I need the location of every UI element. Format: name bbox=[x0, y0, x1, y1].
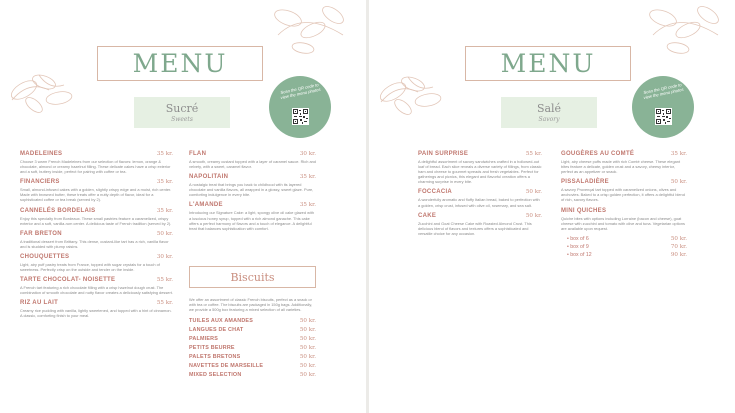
biscuit-price: 50 kr. bbox=[299, 345, 316, 352]
biscuit-name: NAVETTES DE MARSEILLE bbox=[189, 363, 264, 370]
item-price: 30 kr. bbox=[299, 151, 316, 157]
menu-item bbox=[561, 151, 687, 174]
item-price: 55 kr. bbox=[156, 300, 173, 307]
section-header-savory bbox=[501, 97, 597, 128]
item-description: Introducing our Signature Cake: a light, spongy olive oil cake glazed with a luscious honey syrup, topped with a rich almond ganache. This cake offers a perfect harmony of flavors and a touch of elegance. A delightful treat that balances sophistication with comfort. bbox=[189, 210, 315, 231]
biscuits-section bbox=[189, 297, 316, 381]
right-page-savory bbox=[369, 0, 735, 413]
item-name: MINI QUICHES bbox=[561, 207, 607, 214]
menu-title: MENU bbox=[500, 49, 596, 78]
item-description: A smooth, creamy custard topped with a layer of caramel sauce. Rich and velvety, with a sweet, caramel flavor. bbox=[189, 159, 316, 170]
menu-title-frame bbox=[465, 46, 631, 81]
menu-item bbox=[418, 189, 542, 207]
item-name: FINANCIERS bbox=[20, 179, 60, 186]
item-price: 35 kr. bbox=[156, 179, 173, 186]
item-name: FOCCACIA bbox=[418, 189, 453, 196]
item-price: 50 kr. bbox=[670, 179, 687, 186]
item-price: 55 kr. bbox=[156, 277, 173, 284]
biscuits-title: Biscuits bbox=[230, 271, 275, 284]
item-description: A wonderfully aromatic and fluffy Italian bread, baked to perfection with a golden, crisp crust, infused with olive oil, rosemary, and sea salt. bbox=[418, 197, 540, 208]
section-name: Sucré bbox=[165, 102, 199, 115]
biscuit-price: 50 kr. bbox=[299, 363, 316, 370]
qr-badge bbox=[632, 76, 694, 138]
item-name: PISSALADIÈRE bbox=[561, 179, 609, 186]
box-price: 90 kr. bbox=[670, 251, 687, 258]
item-description: A French tart featuring a rich chocolate filling with a crisp hazelnut dough crust. The combination of smooth chocolate and nutty flavor creates a deliciously satisfying dessert. bbox=[20, 285, 173, 296]
item-price: 50 kr. bbox=[525, 212, 542, 219]
biscuit-price: 50 kr. bbox=[299, 354, 316, 361]
savory-column-1 bbox=[418, 151, 542, 241]
biscuit-name: PETITS BEURRE bbox=[189, 345, 235, 352]
item-description: A delightful assortment of savory sandwiches crafted in a hollowed-out loaf of bread. Each slice reveals a diverse variety of fillings, from classic ham and cheese to gourmet spreads and fresh vegetables. Perfect for gatherings and picnics, this elegant and flavorful creation offers a charming surprise in every bite. bbox=[418, 159, 542, 185]
menu-item bbox=[20, 179, 173, 202]
biscuit-name: PALETS BRETONS bbox=[189, 354, 241, 361]
list-item bbox=[189, 318, 316, 324]
biscuit-name: MIXED SELECTION bbox=[189, 372, 242, 379]
item-name: RIZ AU LAIT bbox=[20, 300, 59, 307]
item-description: Creamy rice pudding with vanilla, lightly sweetened, and topped with a hint of cinnamon. A classic, comforting finish to your meal. bbox=[20, 308, 172, 319]
menu-item bbox=[20, 231, 173, 249]
menu-item bbox=[20, 151, 173, 174]
menu-item bbox=[561, 208, 687, 231]
list-item bbox=[189, 363, 316, 369]
item-name: CAKE bbox=[418, 212, 437, 219]
qr-code-icon[interactable] bbox=[655, 108, 672, 125]
list-item bbox=[189, 354, 316, 360]
menu-item bbox=[189, 202, 316, 230]
box-size: • box of 12 bbox=[567, 251, 592, 258]
item-description: A savory Provençal tart topped with caramelized onions, olives and anchovies. Baked to a crisp golden perfection, it offers a delightful blend of rich, savory flavors. bbox=[561, 187, 685, 203]
item-price: 50 kr. bbox=[525, 189, 542, 196]
item-description: A nostalgic treat that brings you back to childhood with its layered chocolate and vanilla flavors, all wrapped in a glossy, sweet glaze. Pure, comforting indulgence in every bite. bbox=[189, 182, 314, 198]
list-item bbox=[189, 327, 316, 333]
sweets-column-2 bbox=[189, 151, 316, 236]
item-description: A traditional dessert from Brittany. This dense, custard-like tart has a rich, vanilla flavor and is studded with plump raisins. bbox=[20, 238, 169, 249]
item-name: GOUGÈRES AU COMTÉ bbox=[561, 151, 635, 157]
item-price: 35 kr. bbox=[156, 151, 173, 157]
list-item bbox=[189, 336, 316, 342]
menu-item bbox=[20, 300, 173, 318]
almond-illustration-left bbox=[373, 62, 453, 122]
item-name: PAIN SURPRISE bbox=[418, 151, 469, 157]
list-item bbox=[561, 252, 687, 258]
item-name: MADELEINES bbox=[20, 151, 63, 157]
biscuit-price: 50 kr. bbox=[299, 372, 316, 379]
menu-item bbox=[20, 254, 173, 272]
almond-illustration-top-right bbox=[633, 0, 733, 60]
item-description: Zucchini and Goat Cheese Cake with Roasted Almond Crust. This delicious blend of flavors and textures offers a sophisticated and versatile choice for any occasion. bbox=[418, 220, 532, 236]
section-subtitle: Sweets bbox=[171, 116, 193, 123]
menu-item bbox=[20, 208, 173, 226]
item-name: FLAN bbox=[189, 151, 207, 157]
biscuit-price: 50 kr. bbox=[299, 336, 316, 343]
menu-title-frame bbox=[97, 46, 263, 81]
list-item bbox=[189, 372, 316, 378]
item-description: Light, airy puff pastry treats from France, topped with sugar crystals for a touch of sweetness. Perfectly crisp on the outside and tender on the inside. bbox=[20, 261, 160, 273]
box-size: • box of 6 bbox=[567, 235, 589, 242]
menu-item bbox=[189, 151, 316, 169]
box-size: • box of 9 bbox=[567, 243, 589, 250]
list-item bbox=[189, 345, 316, 351]
biscuits-info bbox=[189, 297, 316, 312]
qr-caption: Scan the QR code to view the menu photos bbox=[279, 82, 321, 101]
biscuit-name: TUILES AUX AMANDES bbox=[189, 318, 253, 325]
item-description: Small, almond-infused cakes with a golden, slightly crispy edge and a moist, rich center. Made with browned butter, these treats offer a nutty depth of flavor, ideal for a sophisticated coffee or tea break (served by 2). bbox=[20, 187, 172, 203]
item-name: TARTE CHOCOLAT- NOISETTE bbox=[20, 277, 116, 284]
section-name: Salé bbox=[536, 102, 562, 115]
menu-item bbox=[418, 151, 542, 184]
item-name: CHOUQUETTES bbox=[20, 253, 70, 260]
item-name: L'AMANDE bbox=[189, 202, 223, 209]
qr-code-icon[interactable] bbox=[292, 108, 309, 125]
item-price: 30 kr. bbox=[156, 253, 173, 260]
biscuits-description: We offer an assortment of classic French biscuits, perfect as a snack or with tea or coffee. The biscuits are packaged in 150g bags. Additionally, we provide a 500g box featuring a mixed selection of all varieties. bbox=[189, 297, 313, 313]
savory-column-2 bbox=[561, 151, 687, 260]
item-description: Light, airy cheese puffs made with rich Comté cheese. These elegant bites feature a delicate, golden crust and a savory, cheesy interior, perfect as an appetizer or snack. bbox=[561, 159, 681, 175]
biscuit-name: LANGUES DE CHAT bbox=[189, 327, 244, 334]
menu-item bbox=[189, 174, 316, 197]
almond-illustration-top-right bbox=[258, 0, 358, 60]
biscuits-header-frame bbox=[189, 266, 316, 288]
item-description: Enjoy this specialty from Bordeaux. These small pastries feature a caramelized, crispy exterior and a soft, vanilla-rum center. A delicious taste of French tradition (served by 2). bbox=[20, 215, 172, 226]
item-price: 35 kr. bbox=[299, 174, 316, 181]
almond-illustration-left bbox=[4, 60, 84, 120]
menu-item bbox=[418, 213, 542, 236]
item-name: FAR BRETON bbox=[20, 230, 62, 237]
item-price: 35 kr. bbox=[670, 151, 687, 157]
qr-badge bbox=[269, 76, 331, 138]
menu-item bbox=[561, 179, 687, 202]
section-subtitle: Savory bbox=[538, 116, 560, 123]
left-page-sweets bbox=[0, 0, 366, 413]
list-item bbox=[561, 244, 687, 250]
item-price: 35 kr. bbox=[299, 202, 316, 209]
item-price: 55 kr. bbox=[525, 151, 542, 157]
item-name: NAPOLITAIN bbox=[189, 174, 229, 181]
item-description: Choose 3 warm French Madeleines from our selection of flavors: lemon, orange & chocolate, almond or creamy hazelnut filling. These delicate cakes have a crisp exterior and a soft, buttery inside, perfect for pairing with coffee or tea. bbox=[20, 159, 171, 175]
box-price: 70 kr. bbox=[670, 243, 687, 250]
item-price: 50 kr. bbox=[156, 230, 173, 237]
biscuit-name: PALMIERS bbox=[189, 336, 219, 343]
item-name: CANNELÉS BORDELAIS bbox=[20, 207, 96, 214]
menu-title: MENU bbox=[132, 49, 228, 78]
item-description: Quiche bites with options including Lorraine (bacon and cheese), goat cheese with zucchini and tomato with olive and tuna. Vegetarian options are available upon request. bbox=[561, 215, 685, 231]
item-price: 35 kr. bbox=[156, 207, 173, 214]
sweets-column-1 bbox=[20, 151, 173, 324]
biscuits-list bbox=[189, 318, 316, 378]
section-header-sweets bbox=[134, 97, 230, 128]
menu-item bbox=[20, 277, 173, 295]
biscuit-price: 50 kr. bbox=[299, 318, 316, 325]
biscuit-price: 50 kr. bbox=[299, 327, 316, 334]
list-item bbox=[561, 236, 687, 242]
box-price: 50 kr. bbox=[670, 235, 687, 242]
quiche-box-options bbox=[561, 236, 687, 258]
qr-caption: Scan the QR code to view the menu photos bbox=[642, 82, 684, 101]
